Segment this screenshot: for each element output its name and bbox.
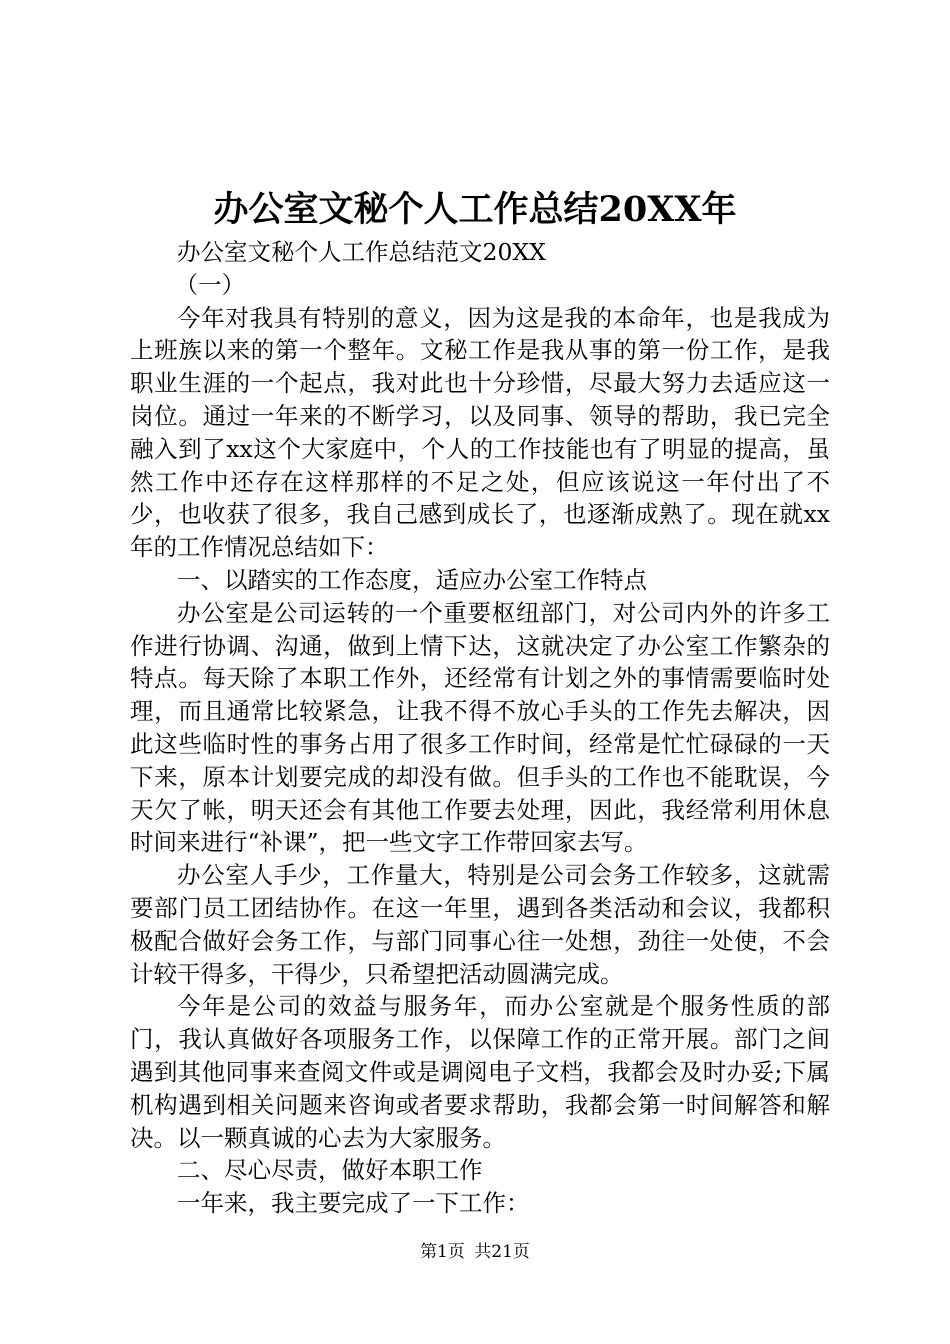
- body-paragraph: 今年是公司的效益与服务年，而办公室就是个服务性质的部门，我认真做好各项服务工作，以保障工作的正常开展。部门之间遇到其他同事来查阅文件或是调阅电子文档，我都会及时办妥;下属机构遇到相关问题来咨询或者要求帮助，我都会第一时间解答和解决。以一颗真诚的心去为大家服务。: [130, 992, 830, 1152]
- section-heading: 一、以踏实的工作态度，适应办公室工作特点: [177, 565, 647, 594]
- body-paragraph: 办公室人手少，工作量大，特别是公司会务工作较多，这就需要部门员工团结协作。在这一年里，遇到各类活动和会议，我都积极配合做好会务工作，与部门同事心往一处想，劲往一处使，不会计较干得多，干得少，只希望把活动圆满完成。: [130, 861, 830, 988]
- page-total: 共21页: [474, 1242, 530, 1262]
- page-footer: [0, 1240, 950, 1264]
- body-paragraph: 办公室是公司运转的一个重要枢纽部门，对公司内外的许多工作进行协调、沟通，做到上情下达，这就决定了办公室工作繁杂的特点。每天除了本职工作外，还经常有计划之外的事情需要临时处理，而且通常比较紧急，让我不得不放心手头的工作先去解决，因此这些临时性的事务占用了很多工作时间，经常是忙忙碌碌的一天下来，原本计划要完成的却没有做。但手头的工作也不能耽误，今天欠了帐，明天还会有其他工作要去处理，因此，我经常利用休息时间来进行“补课”，把一些文字工作带回家去写。: [130, 598, 830, 857]
- subtitle-paragraph: 办公室文秘个人工作总结范文20XX: [177, 238, 546, 266]
- document-body: [130, 236, 830, 1220]
- body-paragraph: 今年对我具有特别的意义，因为这是我的本命年，也是我成为上班族以来的第一个整年。文秘工作是我从事的第一份工作，是我职业生涯的一个起点，我对此也十分珍惜，尽最大努力去适应这一岗位。通过一年来的不断学习，以及同事、领导的帮助，我已完全融入到了xx这个大家庭中，个人的工作技能也有了明显的提高，虽然工作中还存在这样那样的不足之处，但应该说这一年付出了不少，也收获了很多，我自己感到成长了，也逐渐成熟了。现在就xx年的工作情况总结如下：: [130, 303, 830, 562]
- document-title: 办公室文秘个人工作总结20XX年: [213, 189, 737, 230]
- section-marker: （一）: [174, 270, 246, 299]
- page-number: 第1页: [420, 1242, 465, 1262]
- body-paragraph: 一年来，我主要完成了一下工作：: [177, 1189, 530, 1218]
- section-heading: 二、尽心尽责，做好本职工作: [177, 1156, 483, 1185]
